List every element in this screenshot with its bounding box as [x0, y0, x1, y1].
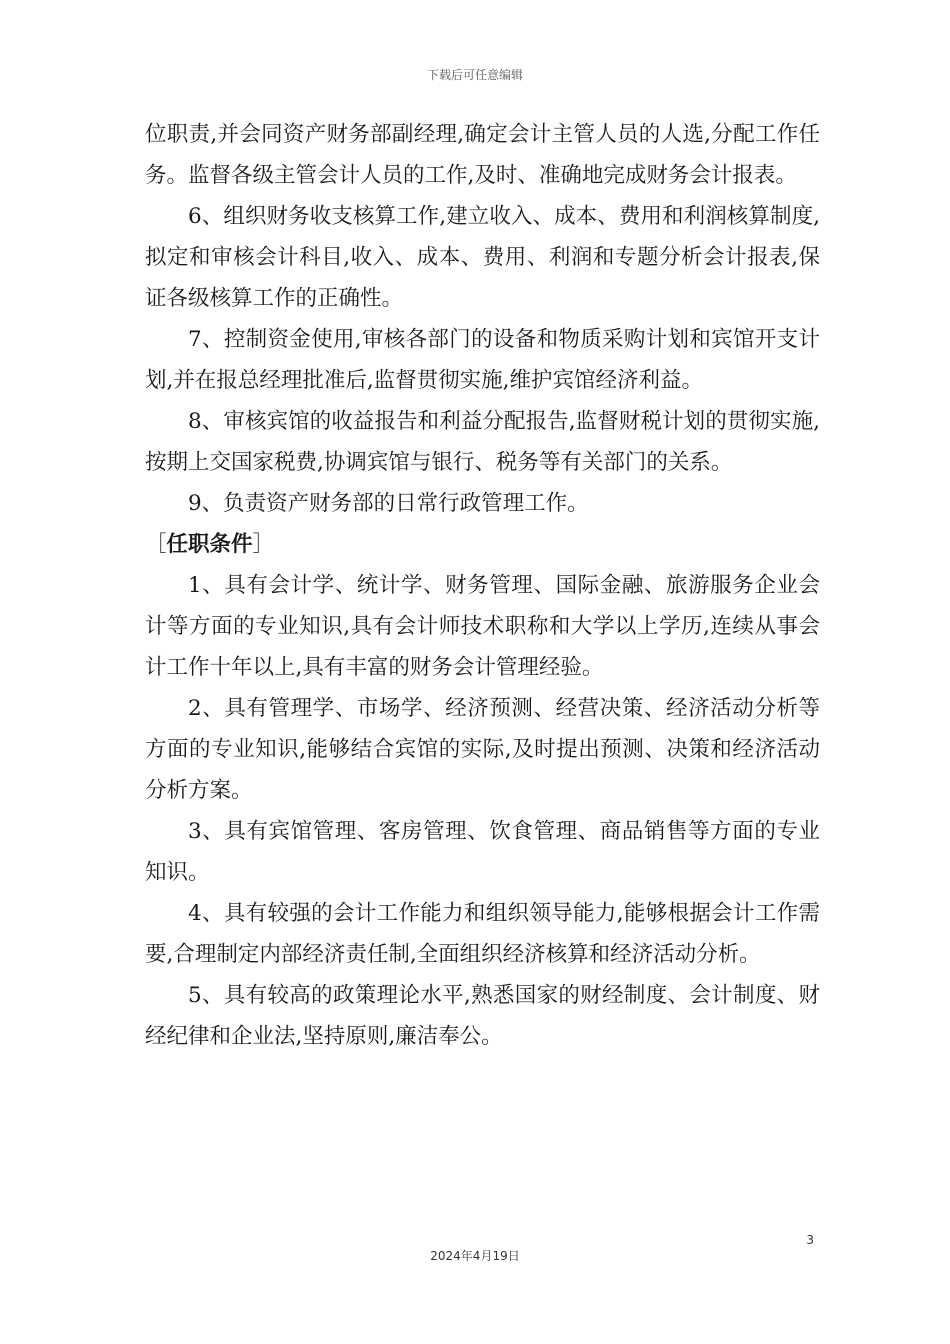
- heading-bracket-close: ］: [252, 532, 275, 557]
- heading-title: 任职条件: [166, 532, 253, 557]
- qualification-item-4: 4、具有较强的会计工作能力和组织领导能力,能够根据会计工作需要,合理制定内部经济责任制,全面组织经济核算和经济活动分析。: [145, 901, 820, 967]
- header-note: 下载后可任意编辑: [426, 68, 523, 82]
- duty-item-9: 9、负责资产财务部的日常行政管理工作。: [188, 491, 589, 516]
- document-body: [145, 114, 820, 1057]
- section-heading-qualifications: [145, 524, 820, 565]
- qualification-item-3: 3、具有宾馆管理、客房管理、饮食管理、商品销售等方面的专业知识。: [145, 819, 820, 885]
- duties-continuation: 位职责,并会同资产财务部副经理,确定会计主管人员的人选,分配工作任务。监督各级主管会计人员的工作,及时、准确地完成财务会计报表。: [145, 122, 820, 188]
- qualification-item-2: 2、具有管理学、市场学、经济预测、经营决策、经济活动分析等方面的专业知识,能够结合宾馆的实际,及时提出预测、决策和经济活动分析方案。: [145, 696, 820, 803]
- duty-item-6: 6、组织财务收支核算工作,建立收入、成本、费用和利润核算制度,拟定和审核会计科目,收入、成本、费用、利润和专题分析会计报表,保证各级核算工作的正确性。: [145, 204, 820, 311]
- duty-item-7: 7、控制资金使用,审核各部门的设备和物质采购计划和宾馆开支计划,并在报总经理批准后,监督贯彻实施,维护宾馆经济利益。: [145, 327, 820, 393]
- duty-item-8: 8、审核宾馆的收益报告和利益分配报告,监督财税计划的贯彻实施,按期上交国家税费,协调宾馆与银行、税务等有关部门的关系。: [145, 409, 820, 475]
- qualification-item-1: 1、具有会计学、统计学、财务管理、国际金融、旅游服务企业会计等方面的专业知识,具有会计师技术职称和大学以上学历,连续从事会计工作十年以上,具有丰富的财务会计管理经验。: [145, 573, 820, 680]
- qualification-item-5: 5、具有较高的政策理论水平,熟悉国家的财经制度、会计制度、财经纪律和企业法,坚持原则,廉洁奉公。: [145, 983, 820, 1049]
- footer-date: 2024年4月19日: [430, 1249, 520, 1263]
- page-number: 3: [806, 1233, 814, 1247]
- heading-bracket-open: ［: [145, 532, 167, 557]
